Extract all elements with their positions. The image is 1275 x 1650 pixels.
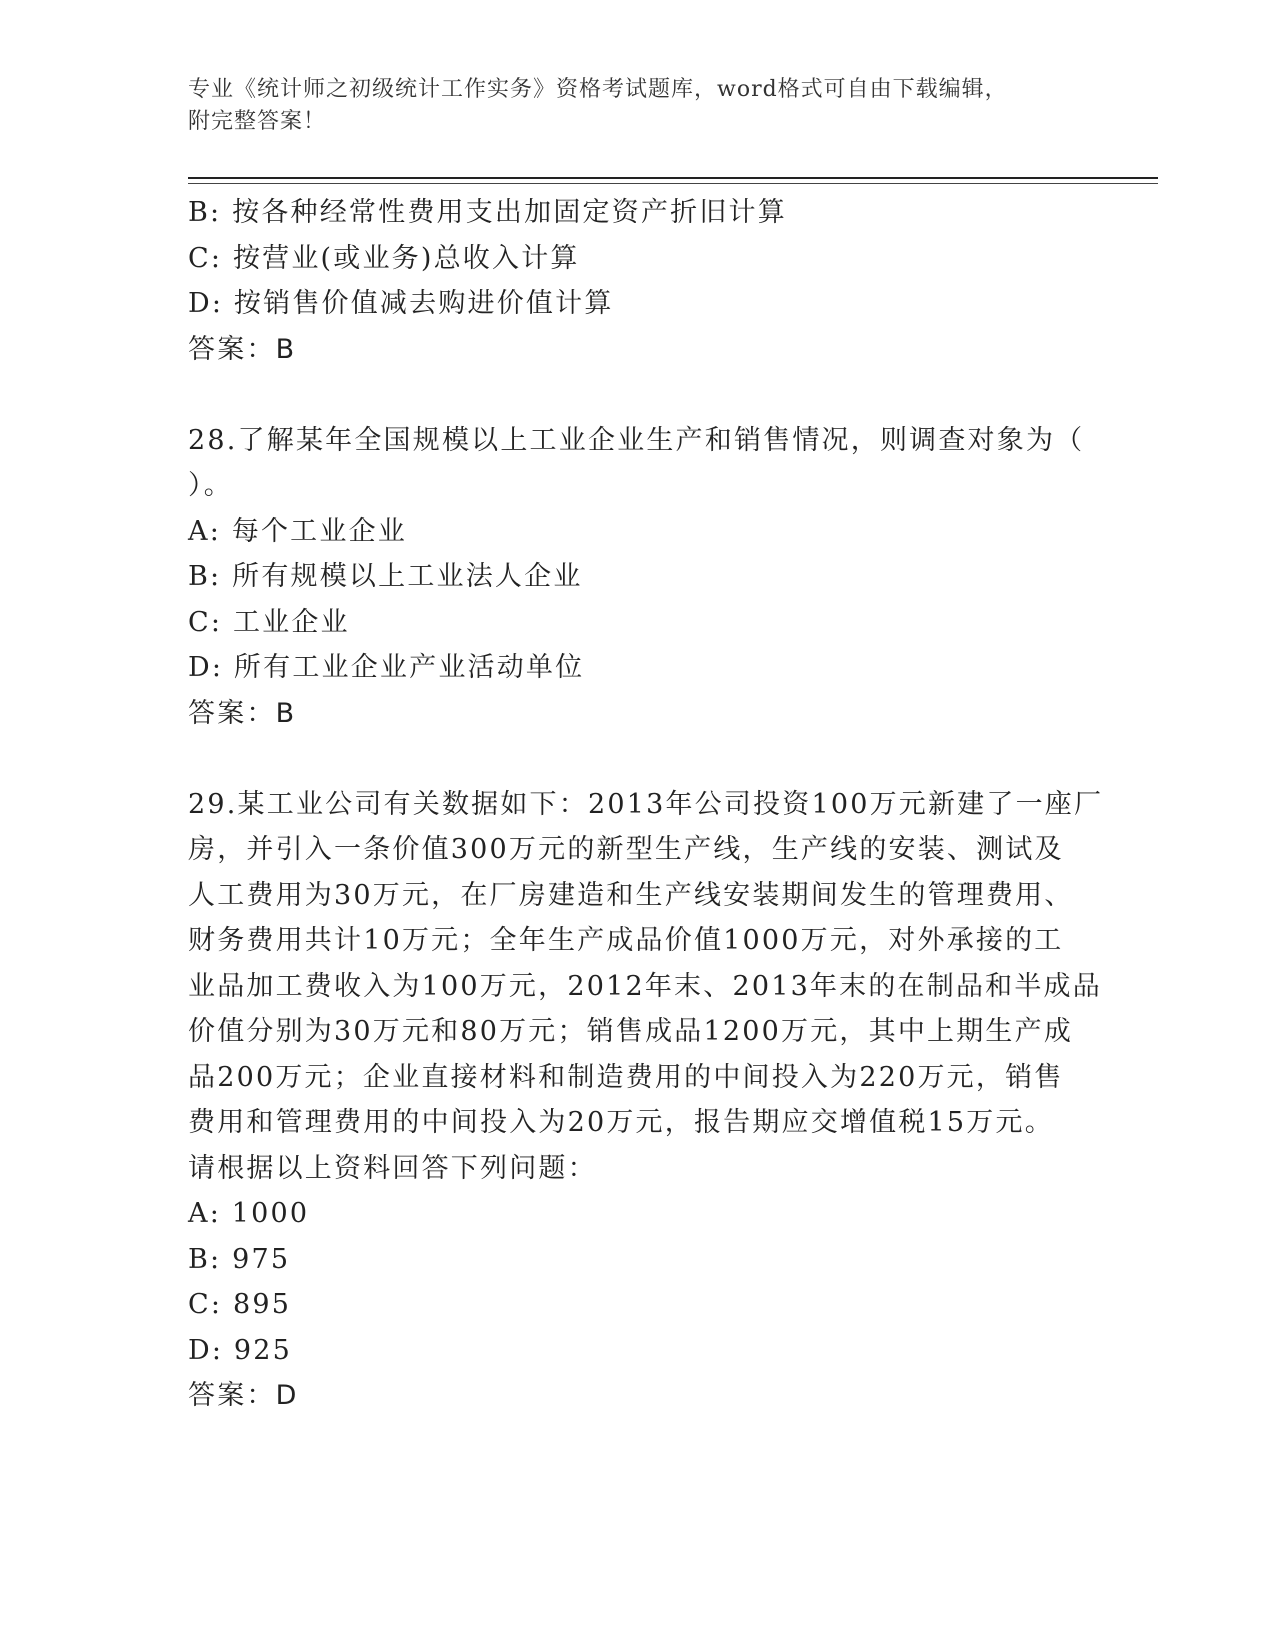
question-spacer [188,372,1088,418]
q29-option-a: A: 1000 [188,1198,310,1229]
q28-answer: 答案：B [188,697,297,729]
header-divider-thick [188,177,1158,179]
q27-option-b: B: 按各种经常性费用支出加固定资产折旧计算 [188,197,787,228]
q28-option-a: A: 每个工业企业 [188,515,407,547]
q28-option-c: C: 工业企业 [188,606,350,638]
question-spacer [188,736,1088,782]
q29-stem-line: 业品加工费收入为100万元，2012年末、2013年末的在制品和半成品 [188,970,1102,1002]
q29-stem-line: 人工费用为30万元，在厂房建造和生产线安装期间发生的管理费用、 [188,879,1074,911]
q27-option-d: D: 按销售价值减去购进价值计算 [188,288,614,319]
q29-stem-line: 费用和管理费用的中间投入为20万元，报告期应交增值税15万元。 [188,1107,1054,1138]
q27-option-c: C: 按营业(或业务)总收入计算 [188,242,580,274]
q29-stem-line: 房，并引入一条价值300万元的新型生产线，生产线的安装、测试及 [188,834,1064,865]
header-line-1: 专业《统计师之初级统计工作实务》资格考试题库，word格式可自由下载编辑， [188,77,1008,102]
header-line-2: 附完整答案！ [188,109,327,134]
q29-stem-line: 29.某工业公司有关数据如下：2013年公司投资100万元新建了一座厂 [188,788,1104,820]
q29-stem-line: 价值分别为30万元和80万元；销售成品1200万元，其中上期生产成 [188,1016,1074,1047]
q29-stem-line: 品200万元；企业直接材料和制造费用的中间投入为220万元，销售 [188,1061,1064,1093]
q29-stem-line: 财务费用共计10万元；全年生产成品价值1000万元，对外承接的工 [188,925,1064,956]
header-divider-thin [188,183,1158,184]
q28-option-d: D: 所有工业企业产业活动单位 [188,652,585,683]
q29-option-b: B: 975 [188,1243,291,1275]
question-28-block [188,418,1088,737]
question-29-block [188,782,1104,1419]
question-27-block [188,190,1088,372]
q27-answer: 答案：B [188,333,297,365]
q29-option-c: C: 895 [188,1289,292,1320]
q28-option-b: B: 所有规模以上工业法人企业 [188,561,583,592]
document-body [188,190,1104,1419]
q29-answer: 答案：D [188,1380,299,1411]
q29-stem-line: 请根据以上资料回答下列问题： [188,1152,597,1184]
document-header [188,74,1068,138]
q28-stem-line-1: 28.了解某年全国规模以上工业企业生产和销售情况，则调查对象为（ [188,424,1085,456]
q29-option-d: D: 925 [188,1334,293,1366]
q28-stem-line-2: ）。 [188,470,233,501]
